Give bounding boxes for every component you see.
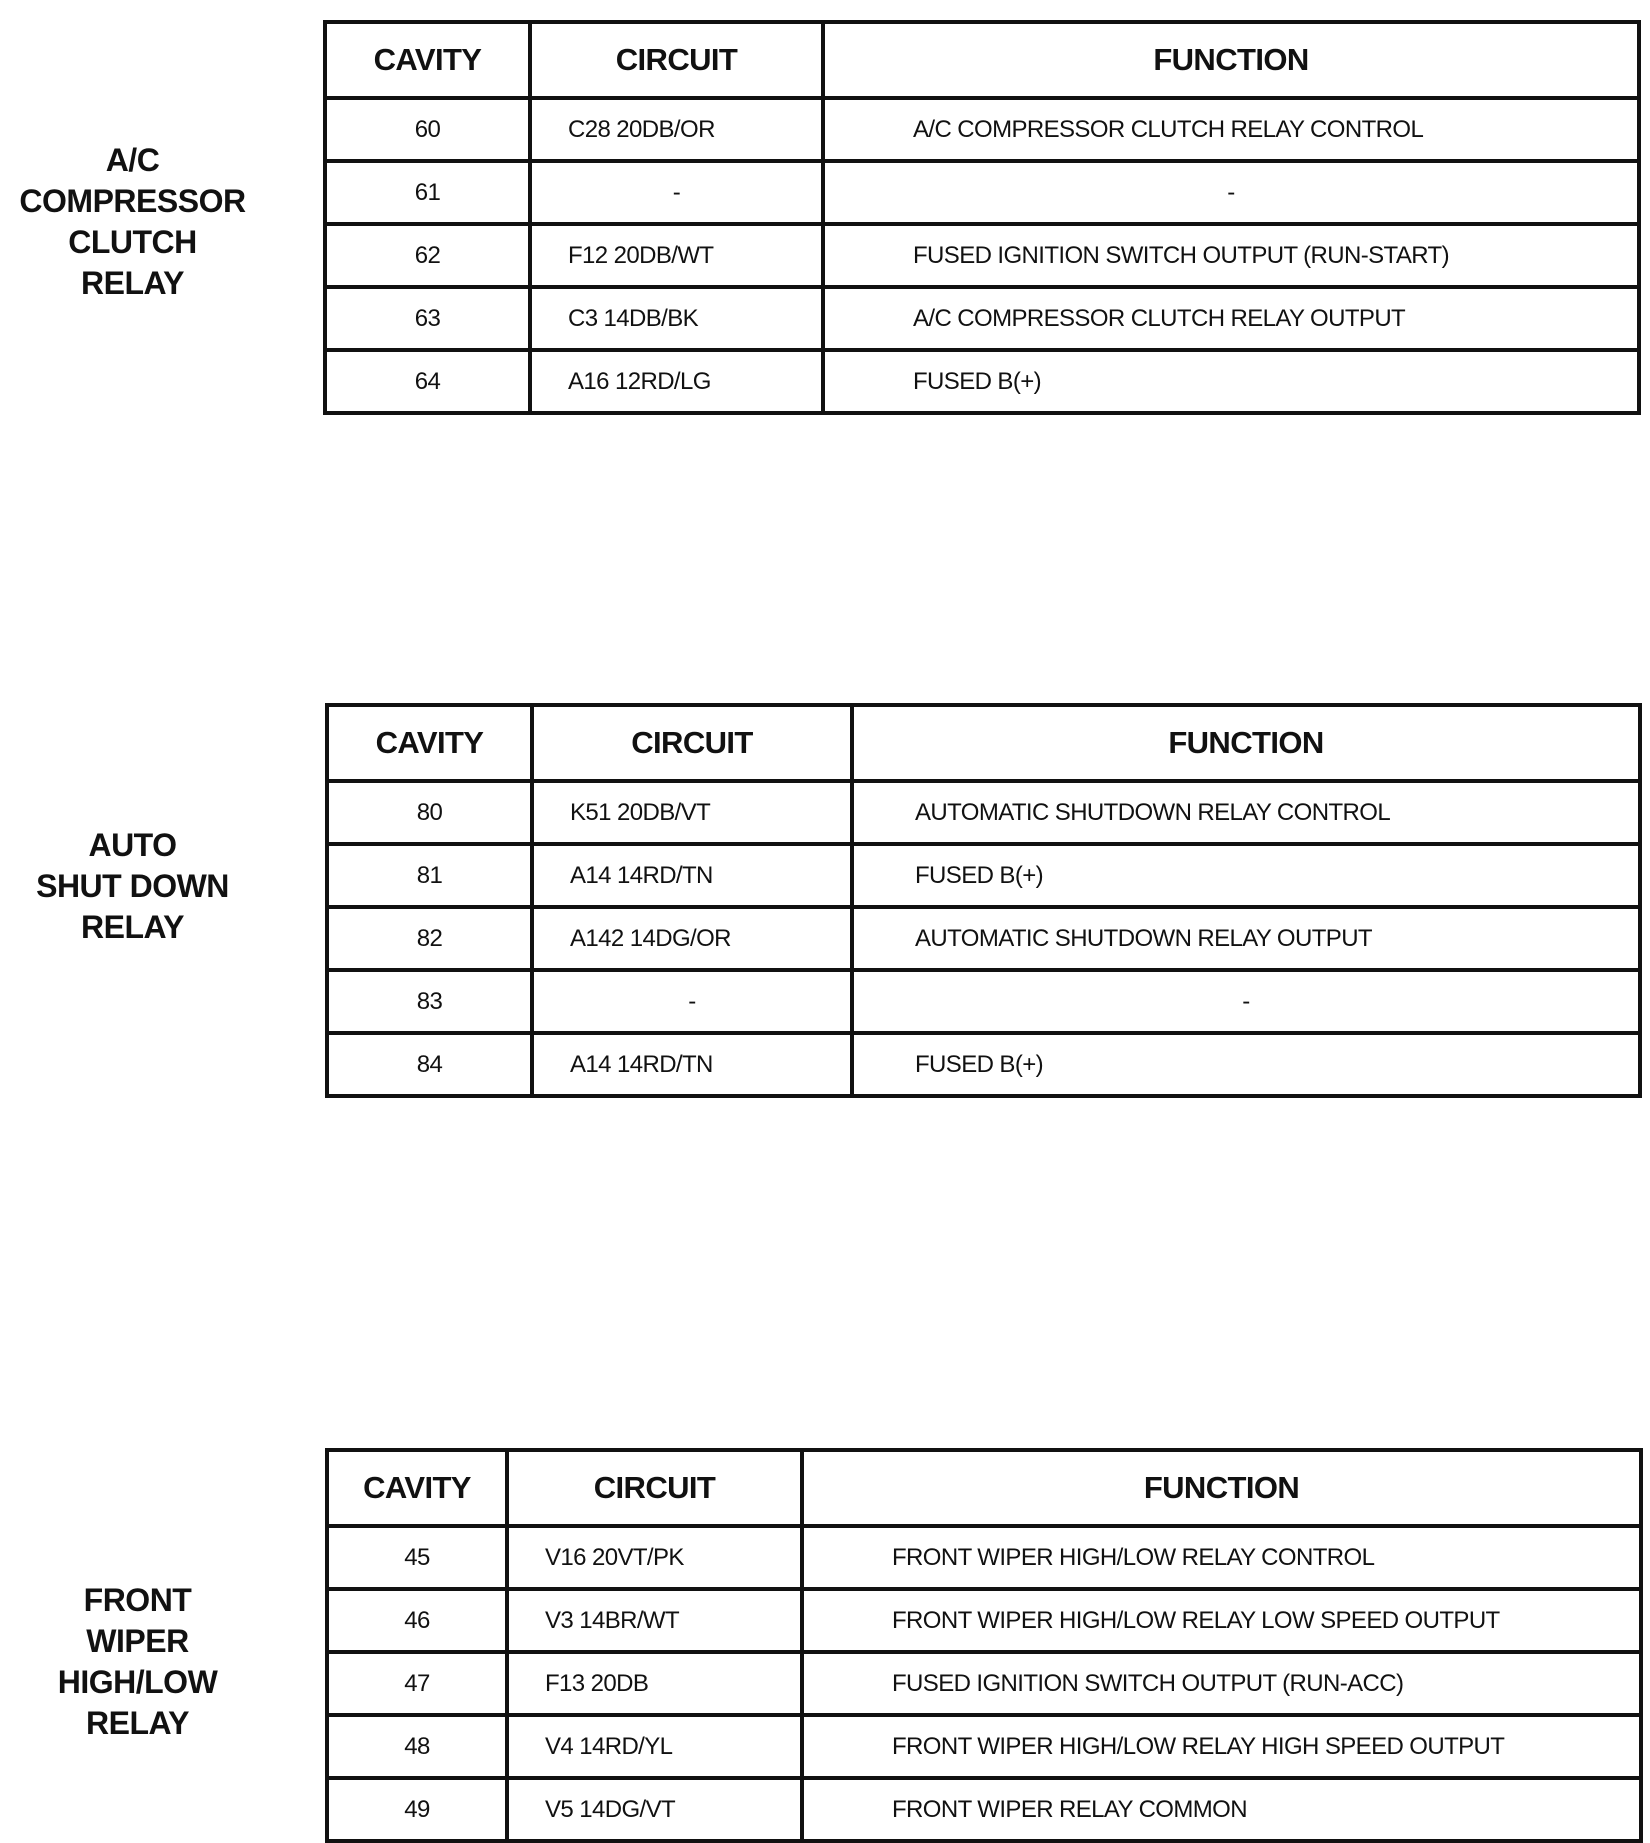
- circuit-cell: V4 14RD/YL: [507, 1715, 802, 1778]
- function-cell: FRONT WIPER HIGH/LOW RELAY CONTROL: [802, 1526, 1641, 1589]
- function-cell: FUSED IGNITION SWITCH OUTPUT (RUN-START): [823, 224, 1639, 287]
- function-header: FUNCTION: [823, 22, 1639, 98]
- function-cell: FUSED B(+): [913, 367, 1042, 395]
- pin-table: [323, 20, 1641, 415]
- relay-label-line: CLUTCH: [68, 224, 197, 260]
- table-row: [325, 98, 1639, 161]
- table-row: [327, 907, 1640, 970]
- circuit-cell: V3 14BR/WT: [507, 1589, 802, 1652]
- circuit-cell: C3 14DB/BK: [530, 287, 823, 350]
- circuit-cell: A142 14DG/OR: [532, 907, 852, 970]
- circuit-header: CIRCUIT: [532, 705, 852, 781]
- relay-label-line: RELAY: [85, 1705, 189, 1741]
- table-row: [327, 844, 1640, 907]
- cavity-cell: 83: [327, 970, 532, 1033]
- table-row: [327, 1778, 1641, 1841]
- cavity-cell: 64: [325, 350, 530, 413]
- table-row: [325, 161, 1639, 224]
- circuit-cell: -: [530, 161, 823, 224]
- cavity-cell: 46: [327, 1589, 507, 1652]
- circuit-header: CIRCUIT: [507, 1450, 802, 1526]
- cavity-cell: 48: [327, 1715, 507, 1778]
- relay-label-line: A/C: [105, 142, 160, 178]
- pin-table: [325, 1448, 1643, 1843]
- pin-table: [325, 703, 1642, 1098]
- table-row: [325, 287, 1639, 350]
- cavity-header: CAVITY: [327, 705, 532, 781]
- function-cell: FRONT WIPER RELAY COMMON: [892, 1795, 1247, 1823]
- cavity-cell: 80: [327, 781, 532, 844]
- relay-label-line: HIGH/LOW: [57, 1664, 218, 1700]
- relay-label-line: RELAY: [80, 265, 184, 301]
- cavity-cell: 61: [325, 161, 530, 224]
- table-row: [327, 1652, 1641, 1715]
- relay-label: [0, 140, 265, 304]
- relay-label-line: COMPRESSOR: [19, 183, 246, 219]
- circuit-header: CIRCUIT: [530, 22, 823, 98]
- table-row: [325, 224, 1639, 287]
- cavity-header: CAVITY: [327, 1450, 507, 1526]
- circuit-cell: A16 12RD/LG: [530, 350, 823, 413]
- function-cell: FRONT WIPER HIGH/LOW RELAY LOW SPEED OUTPUT: [802, 1589, 1641, 1652]
- function-cell: A/C COMPRESSOR CLUTCH RELAY OUTPUT: [823, 287, 1639, 350]
- relay-label-line: RELAY: [80, 909, 184, 945]
- table-row: [327, 1033, 1640, 1096]
- function-cell: FUSED B(+): [852, 844, 1640, 907]
- relay-label-line: FRONT: [83, 1582, 192, 1618]
- function-cell: FUSED B(+): [915, 1050, 1044, 1078]
- function-cell: FRONT WIPER HIGH/LOW RELAY HIGH SPEED OUTPUT: [802, 1715, 1641, 1778]
- table-row: [325, 350, 1639, 413]
- table-row: [327, 1715, 1641, 1778]
- circuit-cell: K51 20DB/VT: [532, 781, 852, 844]
- function-header: FUNCTION: [852, 705, 1640, 781]
- table-row: [327, 1589, 1641, 1652]
- table-row: [327, 781, 1640, 844]
- function-cell: -: [852, 970, 1640, 1033]
- cavity-cell: 81: [327, 844, 532, 907]
- function-cell: A/C COMPRESSOR CLUTCH RELAY CONTROL: [823, 98, 1639, 161]
- function-cell: FUSED IGNITION SWITCH OUTPUT (RUN-ACC): [802, 1652, 1641, 1715]
- circuit-cell: -: [532, 970, 852, 1033]
- relay-label-line: AUTO: [88, 827, 177, 863]
- function-cell: AUTOMATIC SHUTDOWN RELAY CONTROL: [852, 781, 1640, 844]
- header-row: [327, 1450, 1641, 1526]
- cavity-cell: 60: [325, 98, 530, 161]
- relay-label-line: WIPER: [86, 1623, 189, 1659]
- circuit-cell: A14 14RD/TN: [532, 844, 852, 907]
- cavity-cell: 82: [327, 907, 532, 970]
- function-header: FUNCTION: [802, 1450, 1641, 1526]
- circuit-cell: A14 14RD/TN: [532, 1033, 852, 1096]
- table-row: [327, 1526, 1641, 1589]
- cavity-cell: 63: [325, 287, 530, 350]
- circuit-cell: F13 20DB: [507, 1652, 802, 1715]
- relay-label: [5, 1580, 270, 1744]
- cavity-cell: 84: [327, 1033, 532, 1096]
- cavity-cell: 45: [327, 1526, 507, 1589]
- function-cell: -: [823, 161, 1639, 224]
- circuit-cell: V16 20VT/PK: [507, 1526, 802, 1589]
- circuit-cell: C28 20DB/OR: [530, 98, 823, 161]
- table-row: [327, 970, 1640, 1033]
- header-row: [327, 705, 1640, 781]
- header-row: [325, 22, 1639, 98]
- cavity-cell: 47: [327, 1652, 507, 1715]
- cavity-cell: 49: [327, 1778, 507, 1841]
- circuit-cell: V5 14DG/VT: [507, 1778, 802, 1841]
- circuit-cell: F12 20DB/WT: [530, 224, 823, 287]
- cavity-header: CAVITY: [325, 22, 530, 98]
- cavity-cell: 62: [325, 224, 530, 287]
- relay-label-line: SHUT DOWN: [36, 868, 229, 904]
- function-cell: AUTOMATIC SHUTDOWN RELAY OUTPUT: [852, 907, 1640, 970]
- relay-label: [0, 825, 265, 948]
